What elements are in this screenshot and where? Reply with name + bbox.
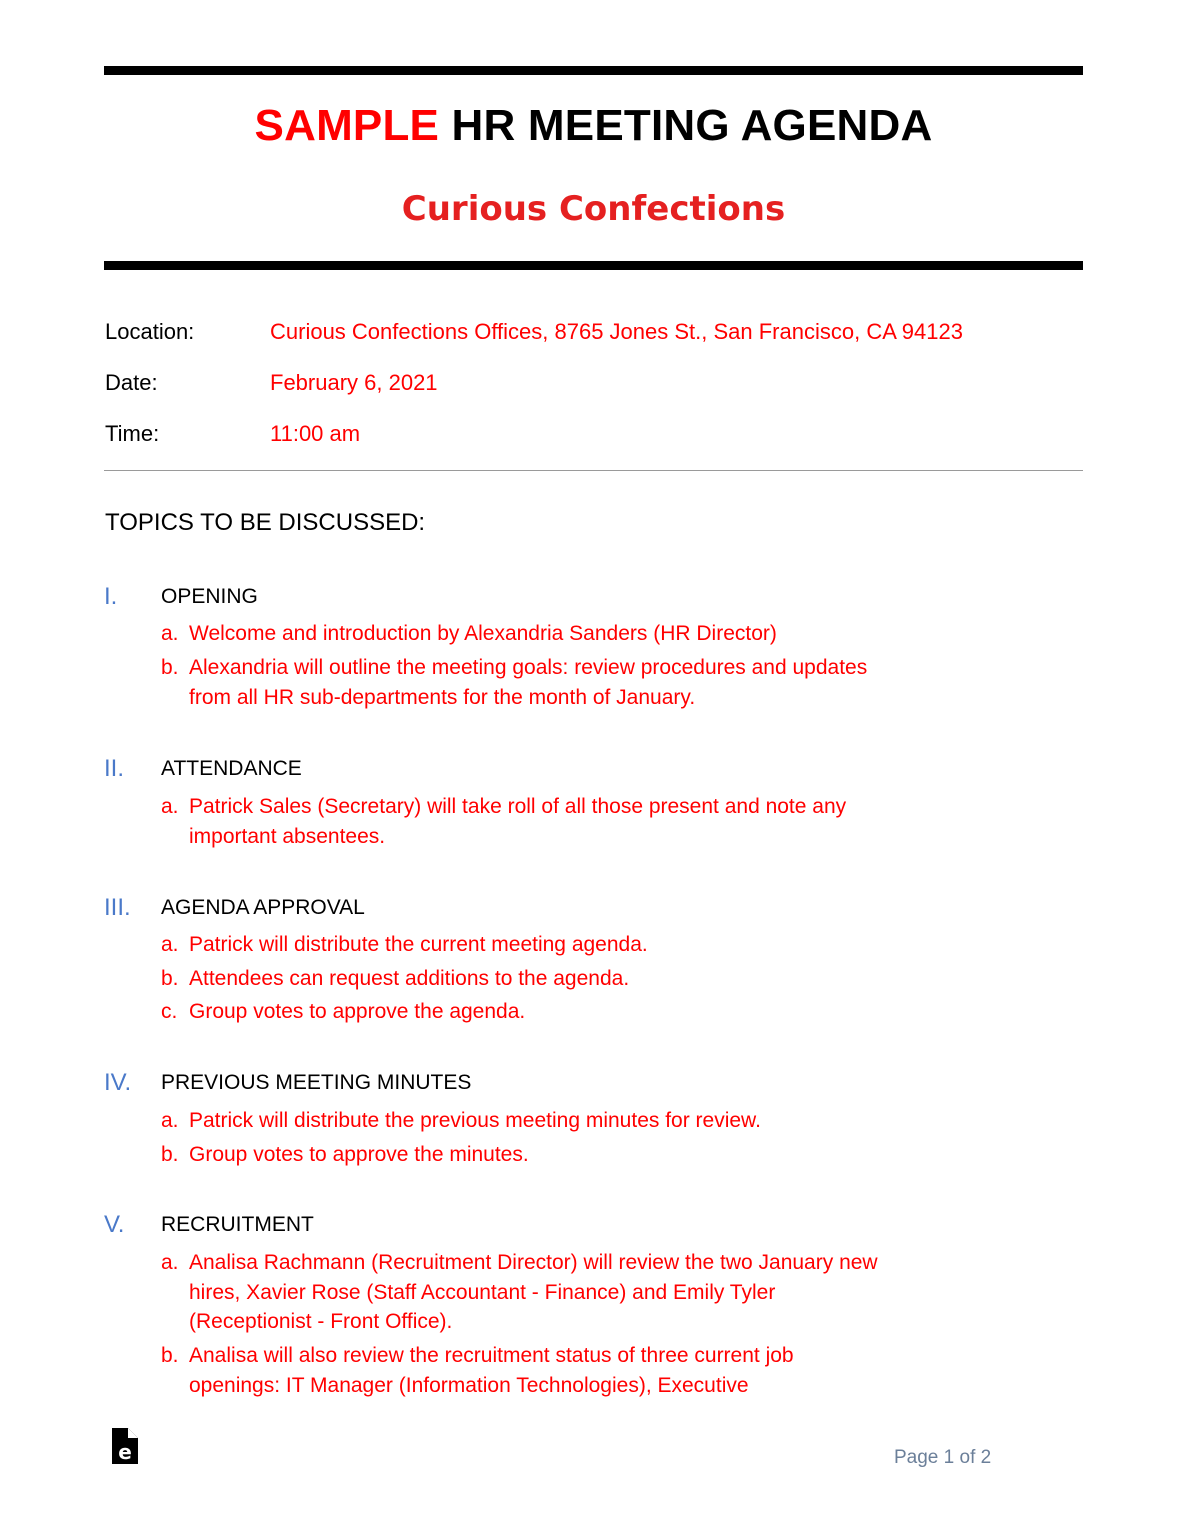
item-text: Analisa Rachmann (Recruitment Director) will review the two January new hires, Xavier Rose (Staff Accountant - Finance) and Emily Tyler (Receptionist - Front Office). — [189, 1251, 878, 1333]
agenda-item — [161, 619, 881, 649]
item-text: Welcome and introduction by Alexandria Sanders (HR Director) — [189, 622, 777, 645]
item-letter: a. — [161, 622, 179, 645]
item-text: Attendees can request additions to the agenda. — [189, 967, 630, 990]
item-letter: b. — [161, 656, 179, 679]
agenda-item — [161, 1341, 881, 1400]
item-letter: b. — [161, 1344, 179, 1367]
item-letter: b. — [161, 1143, 179, 1166]
section-number: V. — [104, 1211, 125, 1238]
top-divider — [104, 66, 1083, 75]
section-title-agenda-approval: AGENDA APPROVAL — [161, 896, 365, 919]
item-letter: a. — [161, 1109, 179, 1132]
section-title-attendance: ATTENDANCE — [161, 757, 302, 780]
document-title — [0, 98, 1187, 154]
agenda-item — [161, 653, 881, 712]
time-label: Time: — [105, 421, 160, 446]
title-rest: HR MEETING AGENDA — [451, 101, 933, 150]
date-label: Date: — [105, 370, 158, 395]
item-text: Alexandria will outline the meeting goals: review procedures and updates from all HR sub-departments for the month of January. — [189, 656, 868, 709]
section-title-previous-minutes: PREVIOUS MEETING MINUTES — [161, 1071, 472, 1094]
title-highlight: SAMPLE — [254, 101, 440, 150]
agenda-item — [161, 1140, 881, 1170]
info-divider — [104, 470, 1083, 471]
location-label: Location: — [105, 319, 195, 344]
section-title-recruitment: RECRUITMENT — [161, 1213, 314, 1236]
header-divider — [104, 261, 1083, 270]
svg-text:e: e — [118, 1440, 132, 1464]
item-text: Analisa will also review the recruitment status of three current job openings: IT Manager (Information Technologies), Executive — [189, 1344, 794, 1397]
eforms-logo-icon — [112, 1426, 138, 1466]
item-letter: a. — [161, 1251, 179, 1274]
item-text: Patrick Sales (Secretary) will take roll of all those present and note any important absentees. — [189, 795, 847, 848]
item-letter: b. — [161, 967, 179, 990]
agenda-item — [161, 1248, 881, 1337]
item-text: Patrick will distribute the current meeting agenda. — [189, 933, 648, 956]
section-title-opening: OPENING — [161, 585, 258, 608]
location-value: Curious Confections Offices, 8765 Jones St., San Francisco, CA 94123 — [270, 319, 963, 344]
section-number: I. — [104, 583, 118, 610]
item-letter: a. — [161, 933, 179, 956]
date-value: February 6, 2021 — [270, 370, 438, 395]
company-name: Curious Confections — [401, 189, 786, 229]
agenda-item — [161, 930, 881, 960]
agenda-item — [161, 997, 881, 1027]
item-text: Group votes to approve the agenda. — [189, 1000, 526, 1023]
section-number: IV. — [104, 1069, 132, 1096]
item-letter: a. — [161, 795, 179, 818]
agenda-item — [161, 1106, 881, 1136]
agenda-item — [161, 964, 881, 994]
section-number: III. — [104, 894, 131, 921]
agenda-item — [161, 792, 881, 851]
item-letter: c. — [161, 1000, 178, 1023]
section-number: II. — [104, 755, 125, 782]
item-text: Patrick will distribute the previous meeting minutes for review. — [189, 1109, 761, 1132]
topics-heading: TOPICS TO BE DISCUSSED: — [105, 509, 426, 536]
time-value: 11:00 am — [270, 421, 361, 446]
page-number: Page 1 of 2 — [894, 1447, 992, 1468]
item-text: Group votes to approve the minutes. — [189, 1143, 529, 1166]
